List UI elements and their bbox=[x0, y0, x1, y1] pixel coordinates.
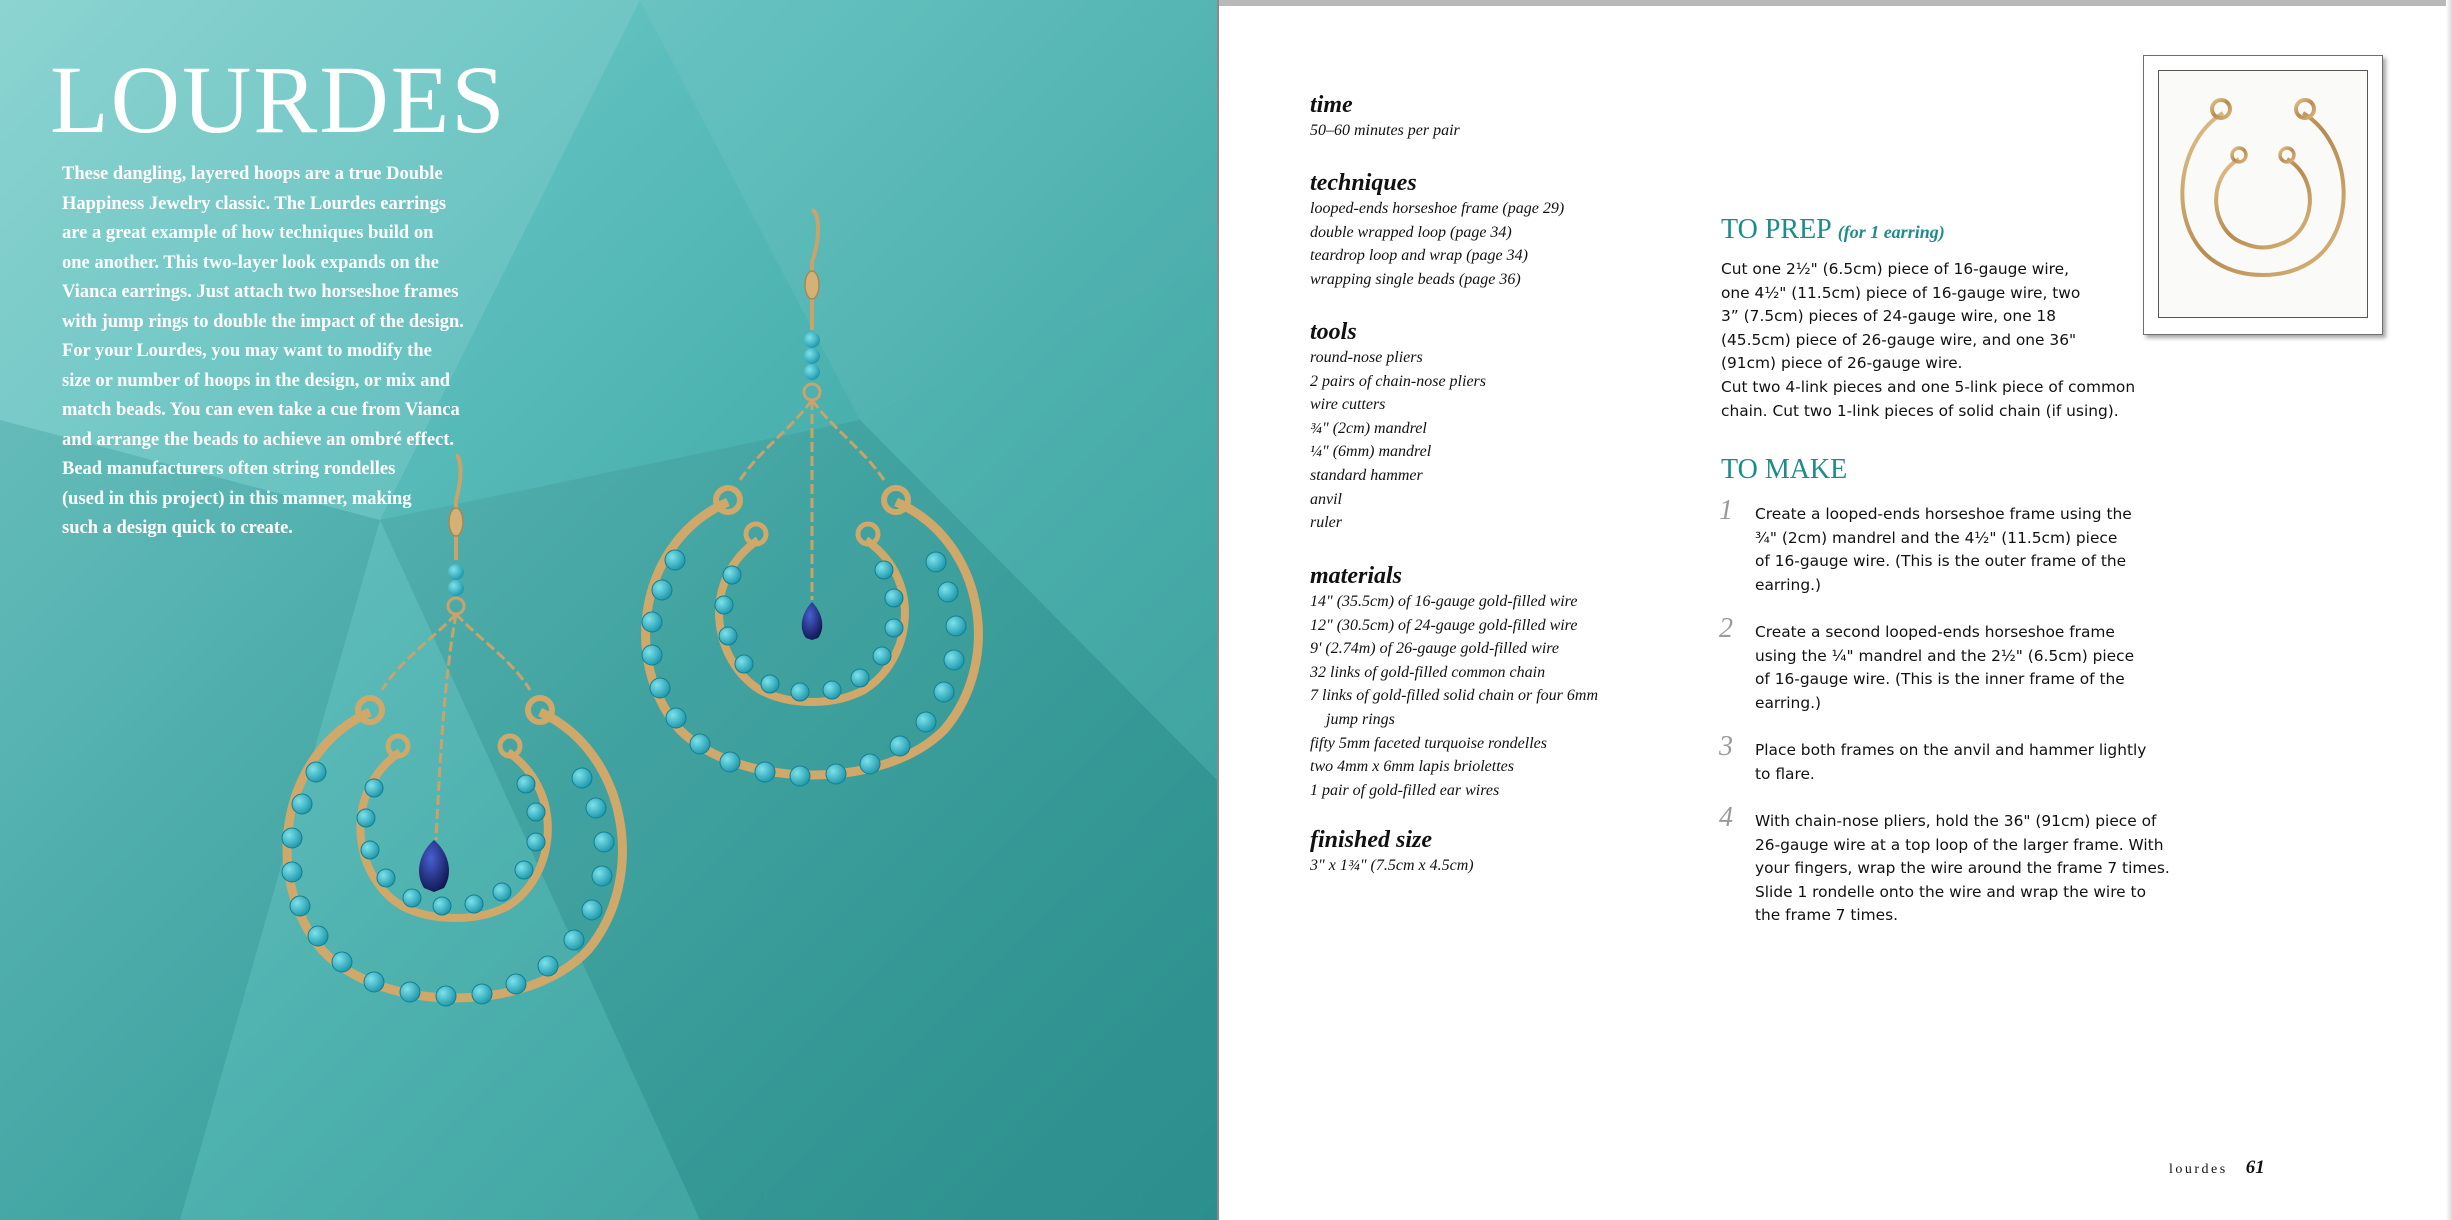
intro-line: are a great example of how techniques build on bbox=[62, 223, 434, 243]
prep-line: Cut one 2½" (6.5cm) piece of 16-gauge wire, bbox=[1721, 260, 2069, 278]
earring-right bbox=[642, 210, 978, 786]
spec-line: double wrapped loop (page 34) bbox=[1310, 223, 1512, 241]
intro-line: These dangling, layered hoops are a true Double bbox=[62, 164, 443, 184]
step-line: the frame 7 times. bbox=[1755, 906, 1899, 925]
prep-line: chain. Cut two 1-link pieces of solid chain (if using). bbox=[1721, 401, 2119, 420]
prep-line: (91cm) piece of 26-gauge wire. bbox=[1721, 354, 1963, 373]
spec-line: two 4mm x 6mm lapis briolettes bbox=[1310, 758, 1514, 776]
step-line: Slide 1 rondelle onto the wire and wrap the wire to bbox=[1755, 882, 2146, 901]
spec-line: wire cutters bbox=[1310, 396, 1386, 414]
intro-line: one another. This two-layer look expands on the bbox=[62, 252, 439, 273]
spec-line: 9' (2.74m) of 26-gauge gold-filled wire bbox=[1310, 640, 1560, 658]
page-top-edge bbox=[1219, 0, 2452, 6]
prep-line: Cut two 4-link pieces and one 5-link piece of common bbox=[1721, 377, 2136, 396]
project-title: LOURDES bbox=[50, 46, 507, 153]
spec-line: 50–60 minutes per pair bbox=[1310, 122, 1460, 139]
spec-line: round-nose pliers bbox=[1310, 349, 1423, 366]
page-number: 61 bbox=[2245, 1157, 2265, 1178]
spec-line: 3" x 1¾" (7.5cm x 4.5cm) bbox=[1310, 857, 1474, 874]
make-heading: TO MAKE bbox=[1721, 454, 1848, 485]
spec-heading-time: time bbox=[1310, 92, 1353, 118]
spec-tools bbox=[1310, 318, 1730, 535]
spec-line: looped-ends horseshoe frame (page 29) bbox=[1310, 200, 1565, 217]
spec-line: ¼" (6mm) mandrel bbox=[1310, 443, 1432, 461]
step-line: With chain-nose pliers, hold the 36" (91cm) piece of bbox=[1755, 812, 2157, 830]
intro-line: For your Lourdes, you may want to modify the bbox=[62, 341, 432, 361]
spec-line: ruler bbox=[1310, 514, 1342, 532]
step-line: of 16-gauge wire. (This is the inner frame of the bbox=[1755, 670, 2125, 689]
prep-heading-text: TO PREP bbox=[1721, 214, 1831, 245]
folio-name: lourdes bbox=[2169, 1162, 2228, 1177]
intro-paragraph bbox=[62, 160, 502, 544]
step-text bbox=[1755, 503, 2235, 597]
spec-heading-materials: materials bbox=[1310, 563, 1403, 589]
spec-heading-finished-size: finished size bbox=[1310, 827, 1433, 853]
step-line: earring.) bbox=[1755, 693, 1821, 712]
spec-line: 1 pair of gold-filled ear wires bbox=[1310, 781, 1500, 799]
intro-line: and arrange the beads to achieve an ombré effect. bbox=[62, 429, 455, 450]
step-text bbox=[1755, 810, 2235, 928]
spec-time bbox=[1310, 91, 1730, 143]
step-line: your fingers, wrap the wire around the frame 7 times. bbox=[1755, 859, 2170, 878]
step-line: of 16-gauge wire. (This is the outer frame of the bbox=[1755, 552, 2127, 571]
spec-line: 7 links of gold-filled solid chain or four 6mm bbox=[1310, 687, 1598, 705]
intro-line: with jump rings to double the impact of the design. bbox=[62, 311, 464, 332]
spec-heading-techniques: techniques bbox=[1310, 170, 1417, 196]
spec-line: ¾" (2cm) mandrel bbox=[1310, 419, 1427, 437]
spec-line: 2 pairs of chain-nose pliers bbox=[1310, 372, 1486, 390]
right-page bbox=[1219, 0, 2452, 1220]
step-line: to flare. bbox=[1755, 764, 1815, 783]
intro-line: such a design quick to create. bbox=[62, 518, 293, 538]
horseshoe-frame-photo bbox=[2143, 55, 2383, 335]
prep-subheading: (for 1 earring) bbox=[1837, 222, 1945, 242]
step-line: earring.) bbox=[1755, 575, 1821, 594]
spec-line: teardrop loop and wrap (page 34) bbox=[1310, 247, 1528, 265]
spec-line: fifty 5mm faceted turquoise rondelles bbox=[1310, 734, 1547, 752]
intro-line: size or number of hoops in the design, or mix and bbox=[62, 370, 451, 391]
spec-line: standard hammer bbox=[1310, 466, 1423, 484]
step-line: Create a looped-ends horseshoe frame using the bbox=[1755, 505, 2132, 523]
step-number: 4 bbox=[1719, 802, 1733, 833]
intro-line: Bead manufacturers often string rondelles bbox=[62, 459, 396, 479]
spec-techniques bbox=[1310, 169, 1730, 291]
intro-line: Happiness Jewelry classic. The Lourdes earrings bbox=[62, 193, 447, 214]
step-text bbox=[1755, 621, 2235, 715]
page-folio bbox=[2169, 1157, 2265, 1179]
horseshoe-wire-icon bbox=[2159, 71, 2367, 317]
step-number: 3 bbox=[1719, 731, 1733, 762]
spec-line: jump rings bbox=[1326, 710, 1395, 728]
prep-line: one 4½" (11.5cm) piece of 16-gauge wire, two bbox=[1721, 283, 2081, 302]
step-text bbox=[1755, 739, 2235, 786]
spec-line: anvil bbox=[1310, 490, 1342, 508]
spec-finished-size bbox=[1310, 826, 1730, 878]
intro-line: match beads. You can even take a cue from Vianca bbox=[62, 400, 460, 420]
spec-materials bbox=[1310, 562, 1730, 802]
spec-line: wrapping single beads (page 36) bbox=[1310, 270, 1521, 288]
intro-line: (used in this project) in this manner, making bbox=[62, 488, 412, 509]
step-number: 1 bbox=[1719, 495, 1733, 526]
spec-heading-tools: tools bbox=[1310, 319, 1357, 345]
step-line: Create a second looped-ends horseshoe frame bbox=[1755, 623, 2115, 641]
step-number: 2 bbox=[1719, 613, 1733, 644]
page-right-edge bbox=[2446, 0, 2452, 1220]
step-line: ¾" (2cm) mandrel and the 4½" (11.5cm) piece bbox=[1755, 528, 2118, 547]
horseshoe-photo-inner bbox=[2158, 70, 2368, 318]
intro-line: Vianca earrings. Just attach two horseshoe frames bbox=[62, 282, 459, 302]
spec-line: 14" (35.5cm) of 16-gauge gold-filled wire bbox=[1310, 593, 1578, 610]
step-line: Place both frames on the anvil and hammer lightly bbox=[1755, 741, 2147, 759]
left-page bbox=[0, 0, 1217, 1220]
spec-line: 12" (30.5cm) of 24-gauge gold-filled wire bbox=[1310, 616, 1578, 634]
spec-line: 32 links of gold-filled common chain bbox=[1310, 663, 1546, 681]
step-line: 26-gauge wire at a top loop of the larger frame. With bbox=[1755, 835, 2164, 854]
prep-line: (45.5cm) piece of 26-gauge wire, and one 36" bbox=[1721, 330, 2077, 349]
prep-heading bbox=[1721, 214, 1945, 248]
prep-line: 3” (7.5cm) pieces of 24-gauge wire, one 18 bbox=[1721, 307, 2057, 326]
step-line: using the ¼" mandrel and the 2½" (6.5cm) piece bbox=[1755, 646, 2135, 665]
